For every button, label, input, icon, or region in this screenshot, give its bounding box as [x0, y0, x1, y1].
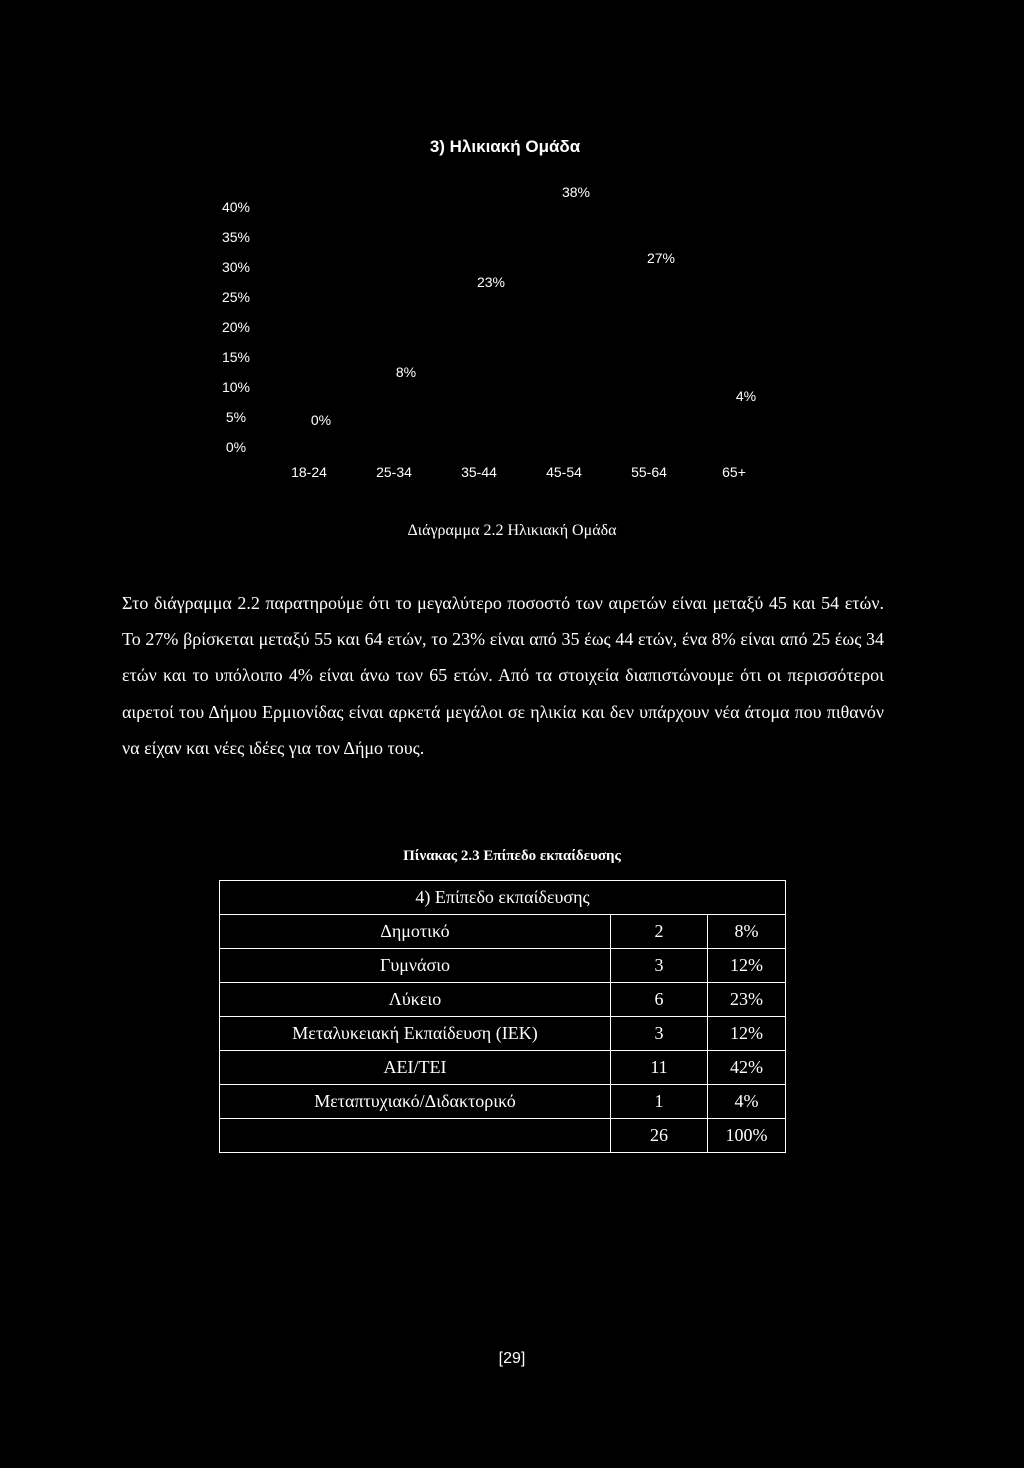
x-tick-label: 35-44: [461, 464, 497, 480]
x-tick-label: 45-54: [546, 464, 582, 480]
data-label: 38%: [561, 184, 591, 200]
page-number: [29]: [498, 1350, 526, 1367]
table-row: [220, 1017, 786, 1051]
table-header: 4) Επίπεδο εκπαίδευσης: [220, 881, 786, 915]
row-percent: 8%: [708, 915, 786, 949]
y-tick-label: 40%: [221, 199, 251, 215]
row-count: 1: [611, 1085, 708, 1119]
table-row: [220, 983, 786, 1017]
row-count: 3: [611, 1017, 708, 1051]
table-row: [220, 1051, 786, 1085]
y-tick-label: 10%: [221, 379, 251, 395]
row-count: 3: [611, 949, 708, 983]
x-tick-label: 55-64: [631, 464, 667, 480]
row-percent: 4%: [708, 1085, 786, 1119]
data-label: 23%: [476, 274, 506, 290]
table-total-row: [220, 1119, 786, 1153]
x-tick-label: 65+: [722, 464, 746, 480]
x-tick-label: 18-24: [291, 464, 327, 480]
row-count: 26: [611, 1119, 708, 1153]
body-paragraph: Στο διάγραμμα 2.2 παρατηρούμε ότι το μεγαλύτερο ποσοστό των αιρετών είναι μεταξύ 45 και 54 ετών. Το 27% βρίσκεται μεταξύ 55 και 64 ετών, το 23% είναι από 35 έως 44 ετών, ένα 8% είναι από 25 έως 34 ετών και το υπόλοιπο 4% είναι άνω των 65 ετών. Από τα στοιχεία διαπιστώνουμε ότι οι περισσότεροι αιρετοί του Δήμου Ερμιονίδας είναι αρκετά μεγάλοι σε ηλικία και δεν υπάρχουν νέα άτομα που πιθανόν να είχαν και νέες ιδέες για τον Δήμο τους.: [122, 593, 884, 758]
y-tick-label: 35%: [221, 229, 251, 245]
y-tick-label: 15%: [221, 349, 251, 365]
chart-caption: Διάγραμμα 2.2 Ηλικιακή Ομάδα: [407, 522, 617, 539]
chart-title: 3) Ηλικιακή Ομάδα: [429, 137, 581, 156]
y-tick-label: 5%: [225, 409, 247, 425]
x-tick-label: 25-34: [376, 464, 412, 480]
row-percent: 12%: [708, 949, 786, 983]
row-count: 11: [611, 1051, 708, 1085]
y-tick-label: 20%: [221, 319, 251, 335]
data-label: 8%: [395, 364, 417, 380]
y-tick-label: 30%: [221, 259, 251, 275]
row-percent: 23%: [708, 983, 786, 1017]
row-label: Μεταπτυχιακό/Διδακτορικό: [220, 1085, 611, 1119]
row-label: [220, 1119, 611, 1153]
row-count: 2: [611, 915, 708, 949]
y-tick-label: 0%: [225, 439, 247, 455]
row-percent: 12%: [708, 1017, 786, 1051]
row-label: Μεταλυκειακή Εκπαίδευση (ΙΕΚ): [220, 1017, 611, 1051]
row-percent: 42%: [708, 1051, 786, 1085]
row-label: ΑΕΙ/ΤΕΙ: [220, 1051, 611, 1085]
row-percent: 100%: [708, 1119, 786, 1153]
education-table: [219, 880, 786, 1153]
row-label: Δημοτικό: [220, 915, 611, 949]
table-row: [220, 1085, 786, 1119]
table-row: [220, 915, 786, 949]
row-count: 6: [611, 983, 708, 1017]
row-label: Λύκειο: [220, 983, 611, 1017]
table-caption: Πίνακας 2.3 Επίπεδο εκπαίδευσης: [403, 848, 621, 864]
data-label: 4%: [735, 388, 757, 404]
data-label: 27%: [646, 250, 676, 266]
age-group-chart: [0, 0, 1024, 500]
row-label: Γυμνάσιο: [220, 949, 611, 983]
table-header-row: [220, 881, 786, 915]
table-row: [220, 949, 786, 983]
y-tick-label: 25%: [221, 289, 251, 305]
data-label: 0%: [310, 412, 332, 428]
